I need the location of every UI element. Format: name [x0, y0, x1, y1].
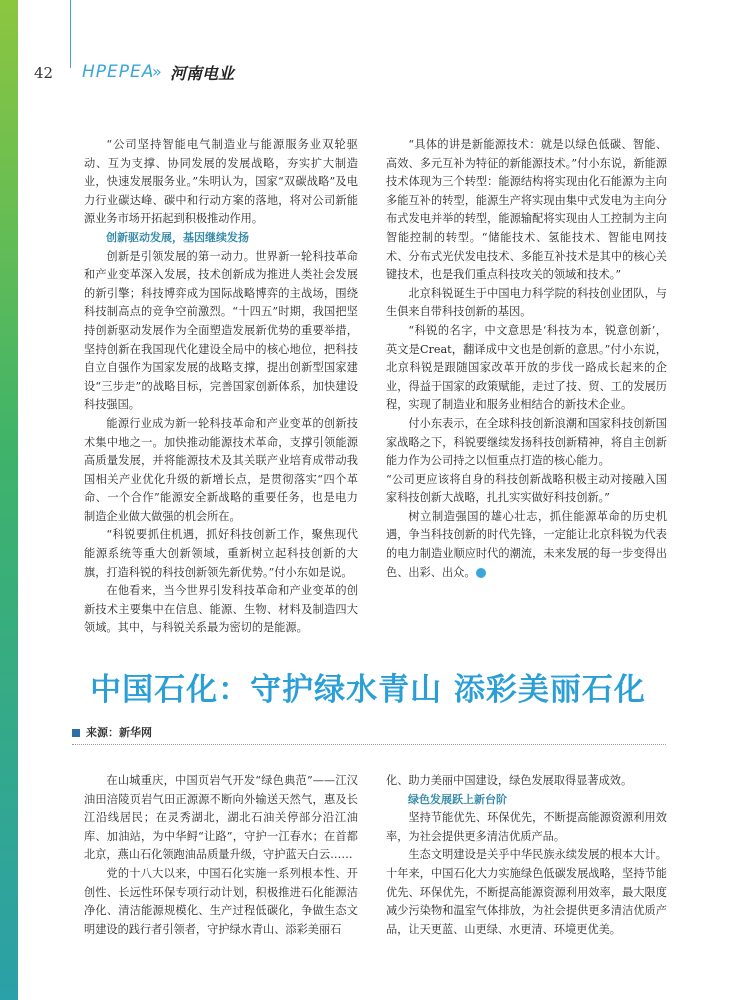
paragraph: 在山城重庆，中国页岩气开发“绿色典范”——江汉油田涪陵页岩气田正源源不断向外输送天然气，惠及长江沿线居民；在灵秀湖北，湖北石油关停部分沿江油库、加油站，为中华鲟“让路”，守护一江春水；在首都北京，燕山石化领跑油品质量升级，守护蓝天白云…… — [84, 774, 358, 862]
paragraph: 北京科锐诞生于中国电力科学院的科技创业团队，与生俱来自带科技创新的基因。 — [386, 286, 667, 319]
paragraph: “具体的讲是新能源技术：就是以绿色低碳、智能、高效、多元互补为特征的新能源技术。”付小东说，新能源技术体现为三个转型：能源结构将实现由化石能源为主向多能互补的转型，能源生产将实现由集中式发电为主向分布式发电并举的转型，能源输配将实现由人工控制为主向智能控制的转型。“储能技术、氢能技术、智能电网技术、分布式光伏发电技术、多能互补技术是其中的核心关键技术，也是我们重点科技攻关的领域和技术。” — [386, 138, 667, 282]
chevron-right-icon: » — [152, 62, 162, 81]
paragraph: 创新是引领发展的第一动力。世界新一轮科技革命和产业变革深入发展，技术创新成为推进人类社会发展的新引擎；科技博弈成为国际战略博弈的主战场，围绕科技制高点的竞争空前激烈。“十四五”时期，我国把坚持创新驱动发展作为全面塑造发展新优势的重要举措，坚持创新在我国现代化建设全局中的核心地位，把科技自立自强作为国家发展的战略支撑，提出创新型国家建设“三步走”的战略目标，完善国家创新体系，加快建设科技强国。 — [84, 249, 358, 412]
paragraph: “科锐的名字，中文意思是‘科技为本，锐意创新’，英文是Creat，翻译成中文也是创新的意思。”付小东说，北京科锐是跟随国家改革开放的步伐一路成长起来的企业，得益于国家的政策赋能，走过了技、贸、工的发展历程，实现了制造业和服务业相结合的新技术企业。 — [386, 323, 667, 412]
paragraph — [386, 508, 667, 582]
paragraph: 化、助力美丽中国建设，绿色发展取得显著成效。 — [386, 774, 633, 787]
article1-left-column — [84, 136, 358, 638]
page-number: 42 — [34, 64, 54, 82]
paragraph: 在他看来，当今世界引发科技革命和产业变革的创新技术主要集中在信息、能源、生物、材料及制造四大领域。其中，与科锐关系最为密切的是能源。 — [84, 584, 358, 635]
article2-left-column — [84, 772, 358, 939]
paragraph: 付小东表示，在全球科技创新浪潮和国家科技创新国家战略之下，科锐要继续发扬科技创新精神，将自主创新能力作为公司持之以恒重点打造的核心能力。 — [386, 416, 667, 468]
article2-right-column — [386, 772, 667, 939]
article1-right-column — [386, 136, 667, 582]
paragraph: 能源行业成为新一轮科技革命和产业变革的创新技术集中地之一。加快推动能源技术革命，支撑引领能源高质量发展，并将能源技术及其关联产业培育成带动我国相关产业优化升级的新增长点，是贯彻落实“四个革命、一个合作”能源安全新战略的重要任务，也是电力制造企业做大做强的机会所在。 — [84, 416, 358, 523]
paragraph: 党的十八大以来，中国石化实施一系列根本性、开创性、长远性环保专项行动计划，积极推进石化能源洁净化、清洁能源规模化、生产过程低碳化，争做生态文明建设的践行者引领者，守护绿水青山、添彩美丽石 — [84, 866, 358, 936]
paragraph: 生态文明建设是关乎中华民族永续发展的根本大计。十年来，中国石化大力实施绿色低碳发展战略，坚持节能优先、环保优先，不断提高能源资源利用效率，最大限度减少污染物和温室气体排放，为社会提供更多清洁优质产品，让天更蓝、山更绿、水更清、环境更优美。 — [386, 848, 667, 936]
paragraph: “科锐要抓住机遇，抓好科技创新工作，聚焦现代能源系统等重大创新领域，重新树立起科技创新的大旗，打造科锐的科技创新领先新优势。”付小东如是说。 — [84, 528, 358, 579]
article-end-icon: C — [476, 568, 486, 578]
square-bullet-icon — [72, 729, 80, 737]
paragraph-text: 树立制造强国的雄心壮志，抓住能源革命的历史机遇，争当科技创新的时代先锋，一定能让北京科锐为代表的电力制造业顺应时代的潮流，未来发展的每一步变得出色、出彩、出众。 — [386, 509, 667, 579]
section-heading: 绿色发展跃上新台阶 — [408, 792, 507, 806]
page-edge-color-bar — [0, 0, 18, 1000]
article-source — [72, 724, 152, 740]
article-title: 中国石化：守护绿水青山 添彩美丽石化 — [90, 672, 646, 708]
magazine-logo-latin: HPEPEA — [82, 62, 155, 82]
section-heading: 创新驱动发展，基因继续发扬 — [106, 230, 249, 244]
paragraph: 坚持节能优先、环保优先，不断提高能源资源利用效率，为社会提供更多清洁优质产品。 — [386, 811, 667, 843]
magazine-title: 河南电业 — [170, 64, 235, 83]
dotted-divider — [72, 744, 666, 745]
paragraph: “公司坚持智能电气制造业与能源服务业双轮驱动、互为支撑、协同发展的发展战略，夯实扩大制造业，快速发展服务业。”朱明认为，国家“双碳战略”及电力行业碳达峰、碳中和行动方案的落地，将对公司新能源业务市场开拓起到积极推动作用。 — [84, 138, 358, 226]
paragraph: “公司更应该将自身的科技创新战略积极主动对接融入国家科技创新大战略，扎扎实实做好科技创新。” — [386, 472, 667, 505]
header-divider-line — [70, 0, 71, 68]
source-label: 来源：新华网 — [86, 726, 152, 739]
